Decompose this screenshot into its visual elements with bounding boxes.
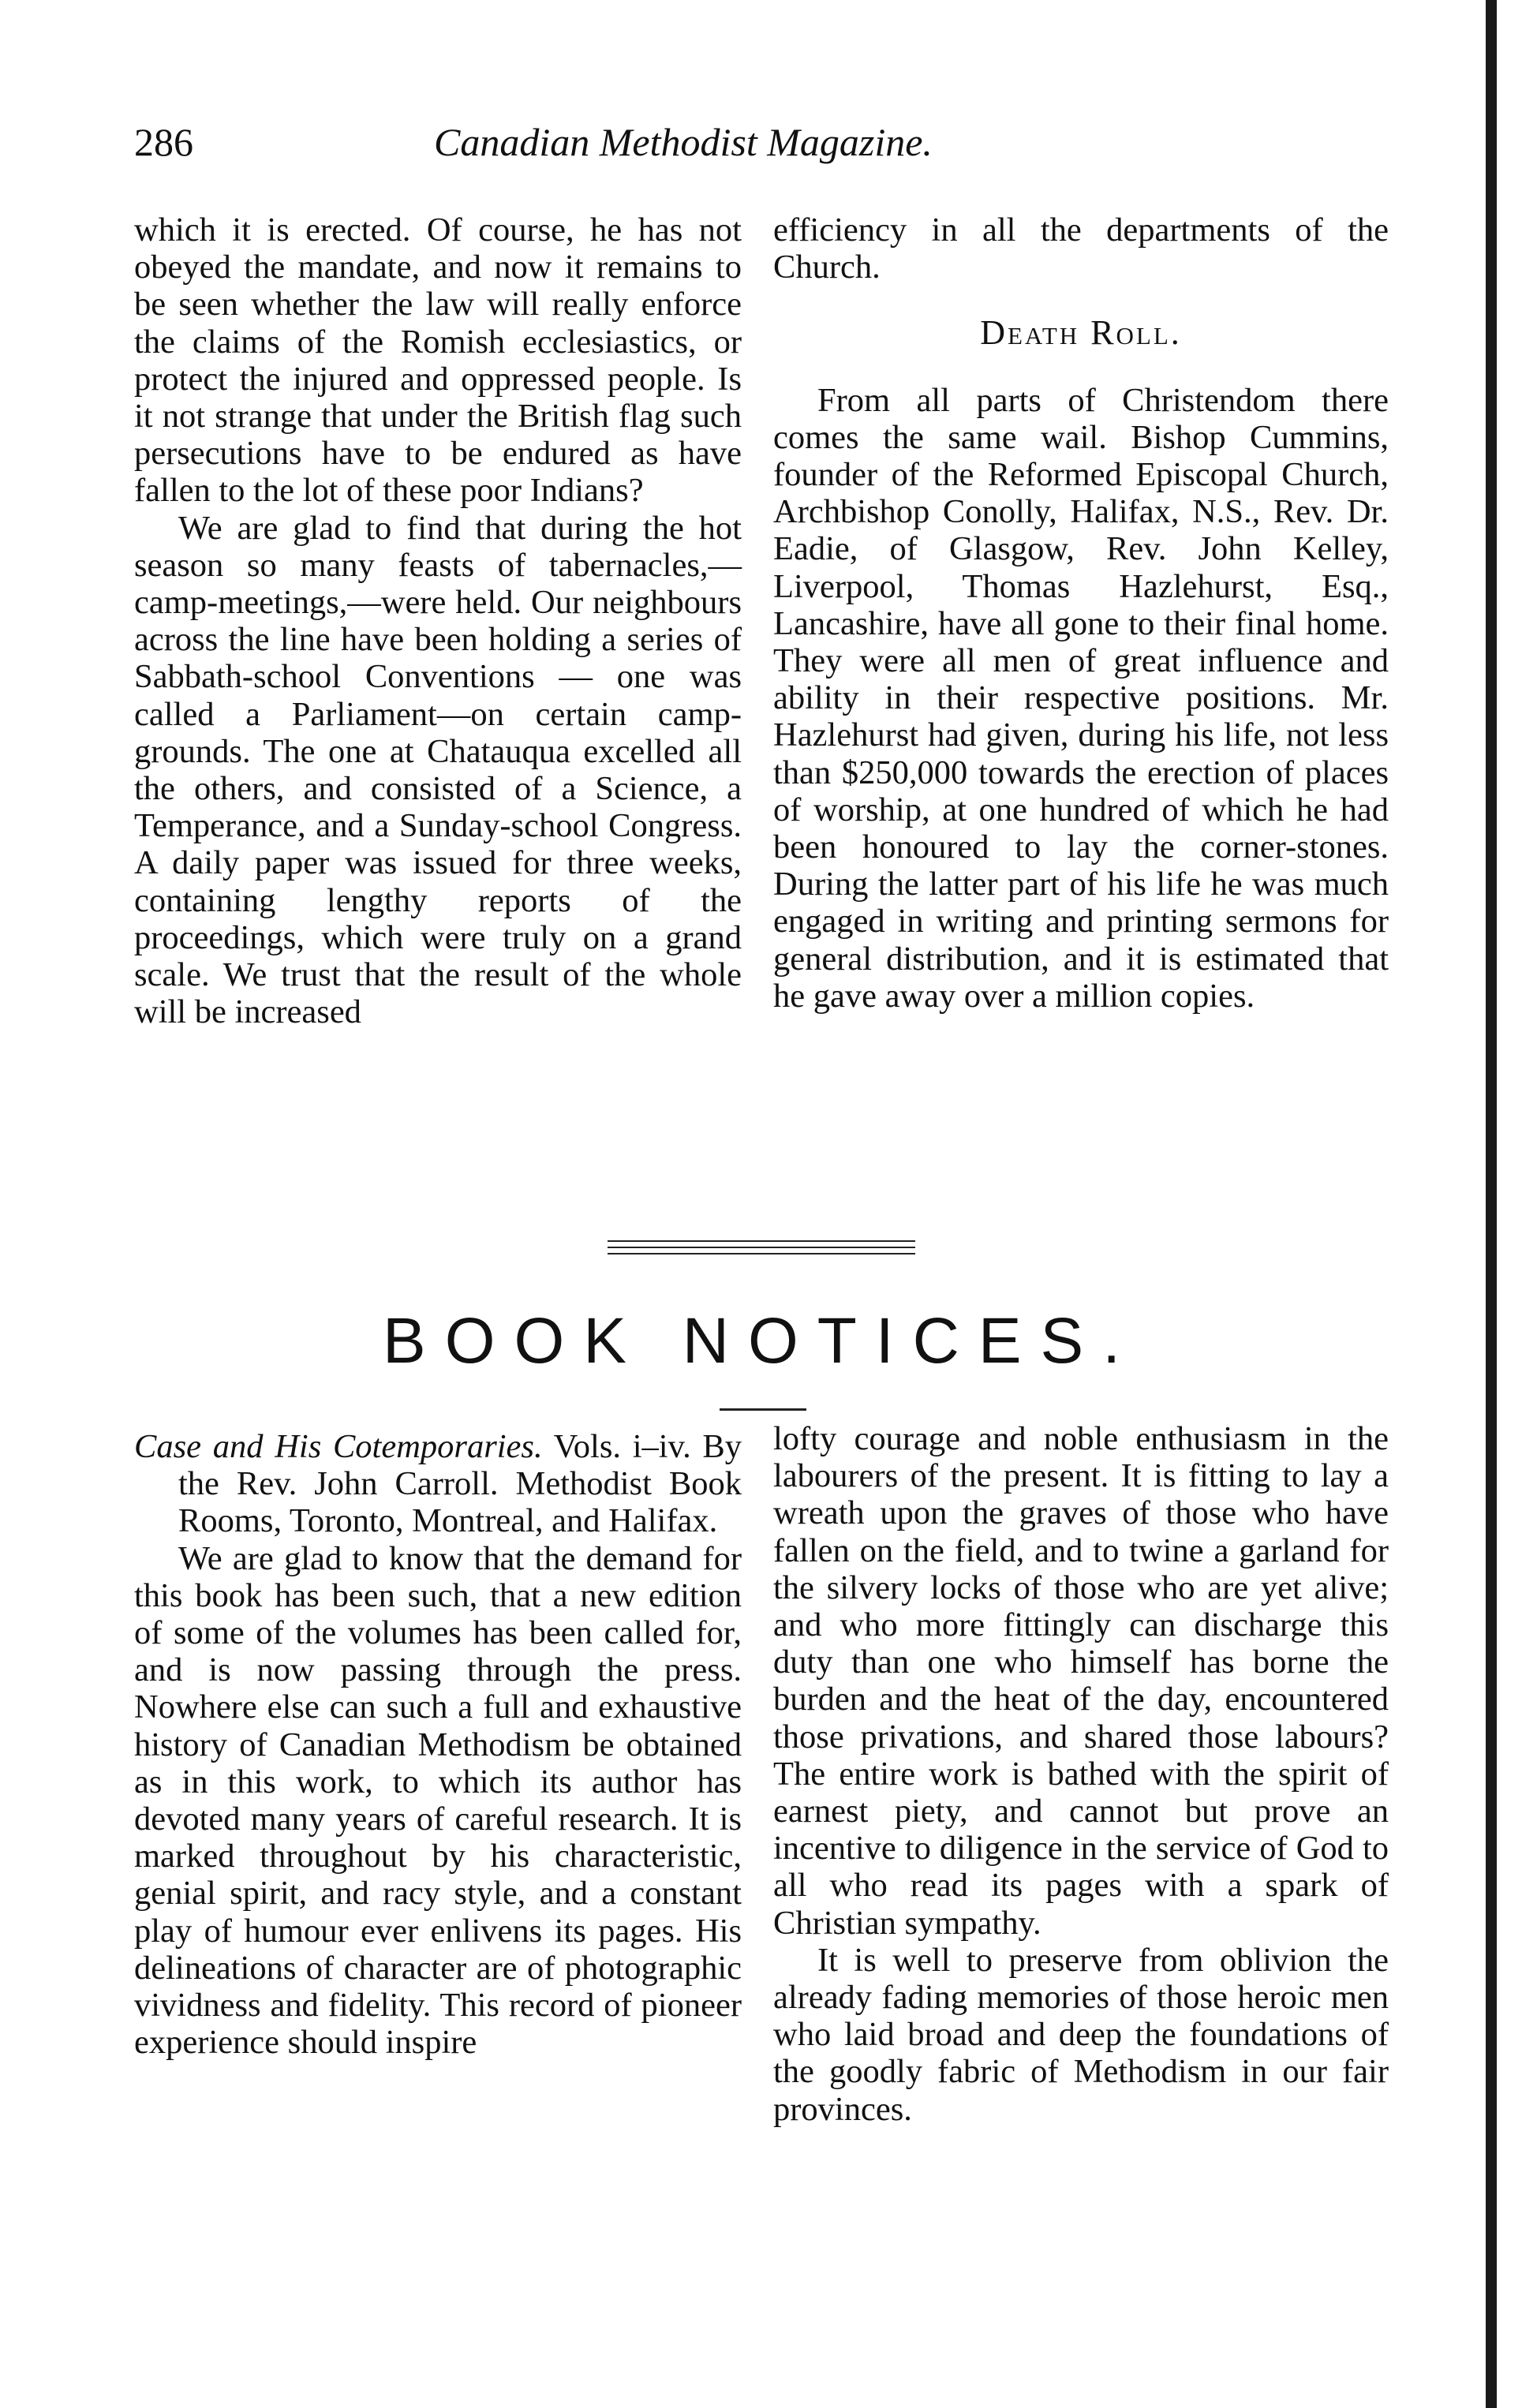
heading-rule	[720, 1408, 806, 1411]
paragraph: efficiency in all the departments of the Church.	[773, 211, 1389, 286]
running-title: Canadian Methodist Magazine.	[434, 120, 933, 164]
paragraph: We are glad to know that the demand for this book has been such, that a new edition of some of the volumes has been called for, and is now passing through the press. Nowhere else can such a full and exhaustive history of Canadian Methodism be obtained as in this work, to which its author has devoted many years of careful research. It is marked throughout by his characteristic, genial spirit, and racy style, and a constant play of humour ever enlivens its pages. His delineations of character are of photographic vividness and fidelity. This record of pioneer experience should inspire	[134, 1539, 742, 2062]
paragraph: It is well to preserve from oblivion the already fading memories of those heroic men who laid broad and deep the foundations of the goodly fabric of Methodism in our fair provinces.	[773, 1941, 1389, 2128]
paragraph: We are glad to find that during the hot season so many feasts of tabernacles,—camp-meetings,—were held. Our neighbours across the line have been holding a series of Sabbath-school Conventions — one was called a Parliament—on certain camp-grounds. The one at Chatauqua excelled all the others, and consisted of a Science, a Temperance, and a Sunday-school Congress. A daily paper was issued for three weeks, containing lengthy reports of the proceedings, which were truly on a grand scale. We trust that the result of the whole will be increased	[134, 509, 742, 1031]
book-entry	[134, 1428, 742, 1540]
scan-edge-bar	[1486, 0, 1497, 2408]
paragraph: which it is erected. Of course, he has not obeyed the mandate, and now it remains to be seen whether the law will really enforce the claims of the Romish ecclesiastics, or protect the injured and oppressed people. Is it not strange that under the British flag such persecutions have to be endured as have fallen to the lot of these poor Indians?	[134, 211, 742, 510]
page-header	[134, 118, 1397, 181]
column-upper-left	[134, 211, 742, 1030]
column-upper-right	[773, 211, 1389, 1015]
paragraph: lofty courage and noble enthusiasm in the labourers of the present. It is fitting to lay a wreath upon the graves of those who have fallen on the field, and to twine a garland for the silvery locks of those who are yet alive; and who more fittingly can discharge this duty than one who himself has borne the burden and the heat of the day, encountered those privations, and shared those labours? The entire work is bathed with the spirit of earnest piety, and cannot but prove an incentive to diligence in the service of God to all who read its pages with a spark of Christian sympathy.	[773, 1420, 1389, 1942]
ornamental-divider	[608, 1240, 915, 1261]
book-details: Vols. i–iv. By the Rev. John Carroll. Methodist Book Rooms, Toronto, Montreal, and Halifax.	[178, 1428, 742, 1540]
column-lower-left	[134, 1428, 742, 2061]
column-lower-right	[773, 1420, 1389, 2128]
book-title: Case and His Cotemporaries.	[134, 1428, 543, 1465]
page-number: 286	[134, 120, 193, 164]
paragraph: From all parts of Christendom there comes the same wail. Bishop Cummins, founder of the Reformed Episcopal Church, Archbishop Conolly, Halifax, N.S., Rev. Dr. Eadie, of Glasgow, Rev. John Kelley, Liverpool, Thomas Hazlehurst, Esq., Lancashire, have all gone to their final home. They were all men of great influence and ability in their respective positions. Mr. Hazlehurst had given, during his life, not less than $250,000 towards the erection of places of worship, at one hundred of which he had been honoured to lay the corner-stones. During the latter part of his life he was much engaged in writing and printing sermons for general distribution, and it is estimated that he gave away over a million copies.	[773, 381, 1389, 1015]
death-roll-subheading: Death Roll.	[980, 313, 1182, 353]
section-heading: BOOK NOTICES.	[383, 1305, 1139, 1377]
